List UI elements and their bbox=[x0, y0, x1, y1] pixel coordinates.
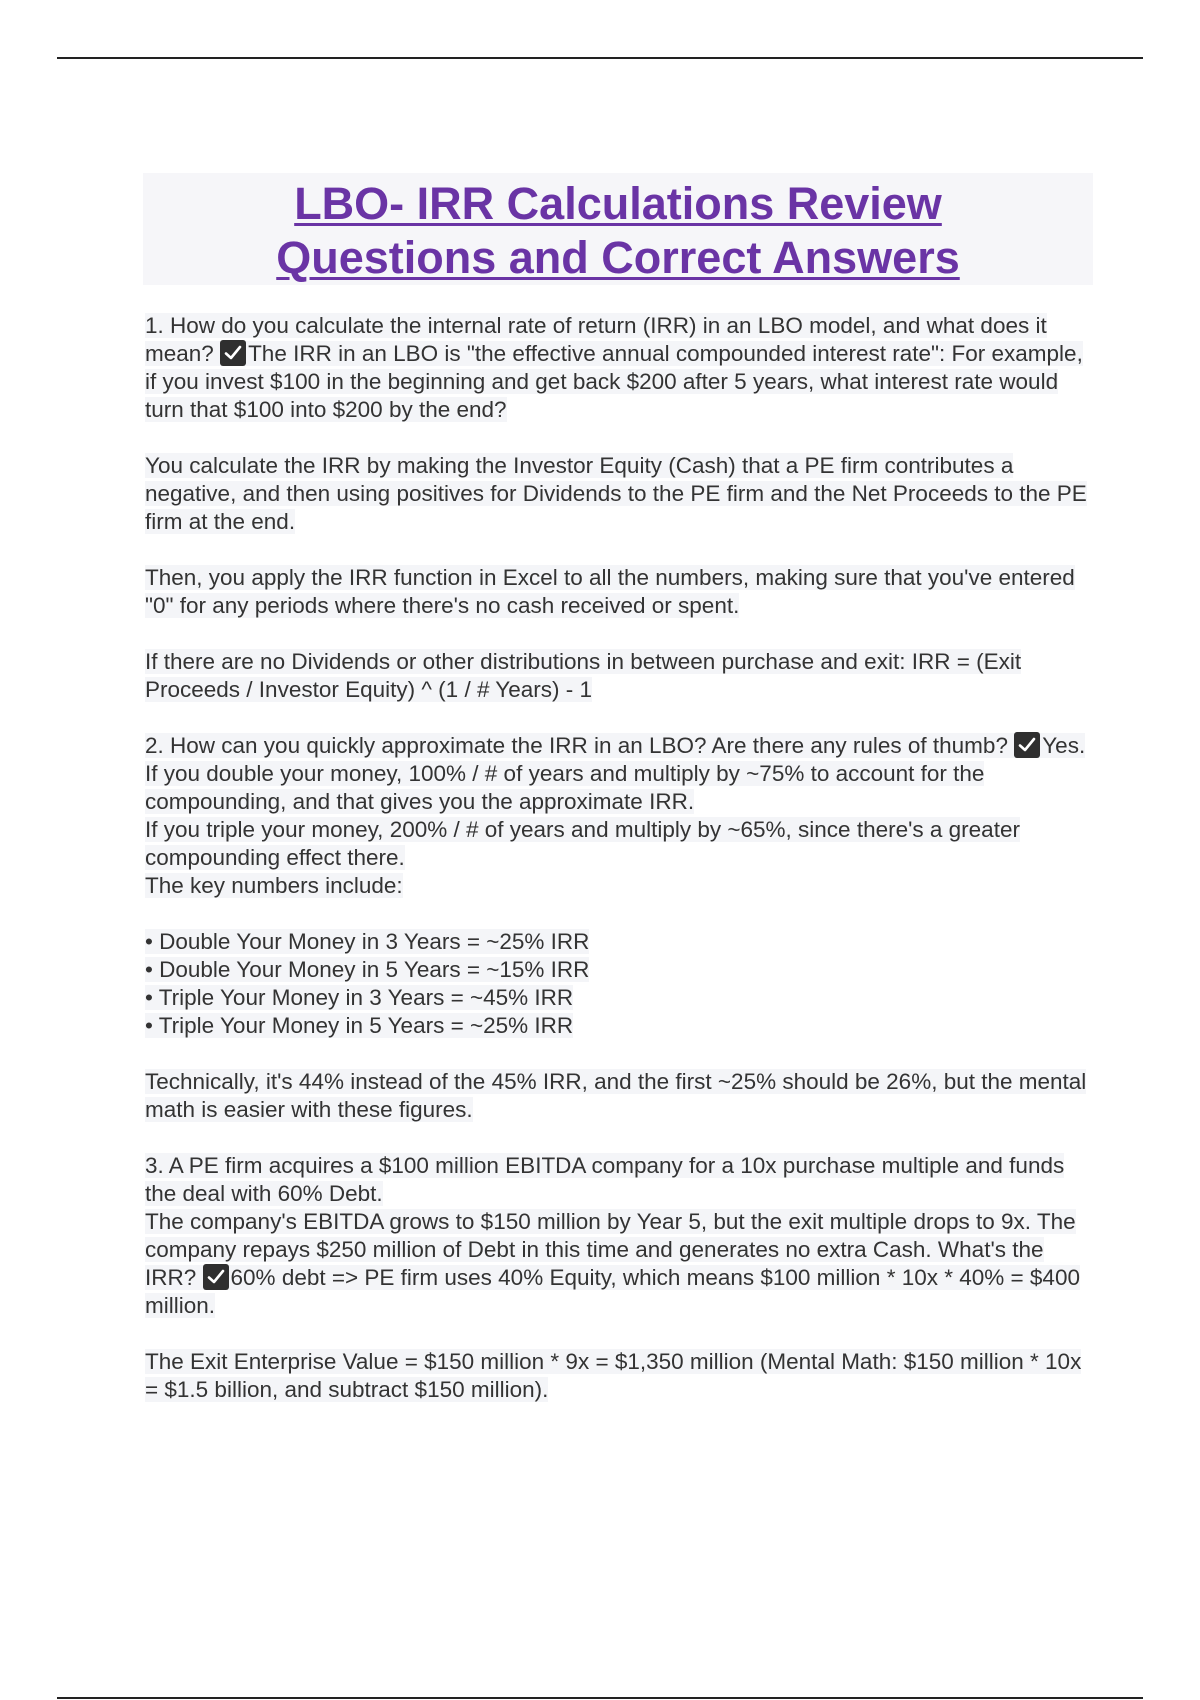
q3-paragraph-2 bbox=[145, 1208, 1090, 1320]
q3-question-line-1: 3. A PE firm acquires a $100 million EBITDA company for a 10x purchase multiple and funds the deal with 60% Debt. bbox=[145, 1153, 1065, 1206]
q3-para2: The Exit Enterprise Value = $150 million * 9x = $1,350 million (Mental Math: $150 million * 10x = $1.5 billion, and subtract $150 million). bbox=[145, 1349, 1082, 1402]
q1-para3: Then, you apply the IRR function in Excel to all the numbers, making sure that you've entered "0" for any periods where there's no cash received or spent. bbox=[145, 565, 1075, 618]
checkmark-icon bbox=[220, 340, 246, 366]
list-item: • Triple Your Money in 5 Years = ~25% IRR bbox=[145, 1013, 574, 1038]
q1-paragraph-3 bbox=[145, 564, 1090, 620]
list-item: • Double Your Money in 5 Years = ~15% IRR bbox=[145, 957, 590, 982]
q2-note: Technically, it's 44% instead of the 45% IRR, and the first ~25% should be 26%, but the mental math is easier with these figures. bbox=[145, 1069, 1087, 1122]
title-block bbox=[143, 173, 1093, 285]
q2-question: 2. How can you quickly approximate the IRR in an LBO? Are there any rules of thumb? bbox=[145, 733, 1008, 758]
list-item: • Triple Your Money in 3 Years = ~45% IRR bbox=[145, 985, 574, 1010]
q1-question: 1. How do you calculate the internal rate of return (IRR) in an LBO model, and what does it mean? bbox=[145, 313, 1047, 366]
q3-paragraph bbox=[145, 1152, 1090, 1208]
q2-answer-line-1: Yes. If you double your money, 100% / # of years and multiply by ~75% to account for the compounding, and that gives you the approximate IRR. bbox=[145, 733, 1086, 814]
q2-answer-paragraph-3 bbox=[145, 872, 1090, 900]
q2-paragraph bbox=[145, 732, 1090, 816]
q1-paragraph-4 bbox=[145, 648, 1090, 704]
q3-paragraph-3 bbox=[145, 1348, 1090, 1404]
top-rule bbox=[57, 57, 1143, 59]
title-line-2: Questions and Correct Answers bbox=[276, 232, 960, 283]
q2-answer-paragraph-2 bbox=[145, 816, 1090, 872]
document-body bbox=[145, 312, 1090, 1432]
q1-paragraph bbox=[145, 312, 1090, 424]
q3-answer: 60% debt => PE firm uses 40% Equity, which means $100 million * 10x * 40% = $400 million. bbox=[145, 1265, 1080, 1318]
q2-note-paragraph bbox=[145, 1068, 1090, 1124]
q2-bullet-list bbox=[145, 928, 1090, 1040]
q1-para2: You calculate the IRR by making the Investor Equity (Cash) that a PE firm contributes a negative, and then using positives for Dividends to the PE firm and the Net Proceeds to the PE firm at the end. bbox=[145, 453, 1087, 534]
checkmark-icon bbox=[203, 1264, 229, 1290]
q2-answer-line-3: The key numbers include: bbox=[145, 873, 403, 898]
q1-answer: The IRR in an LBO is "the effective annual compounded interest rate": For example, if you invest $100 in the beginning and get back $200 after 5 years, what interest rate would turn that $100 into $200 by the end? bbox=[145, 341, 1083, 422]
bottom-rule bbox=[57, 1697, 1143, 1699]
checkmark-icon bbox=[1014, 732, 1040, 758]
list-item: • Double Your Money in 3 Years = ~25% IRR bbox=[145, 929, 590, 954]
q1-para4: If there are no Dividends or other distributions in between purchase and exit: IRR = (Exit Proceeds / Investor Equity) ^ (1 / # Years) - 1 bbox=[145, 649, 1022, 702]
title-line-1: LBO- IRR Calculations Review bbox=[294, 178, 942, 229]
q3-question-line-2: The company's EBITDA grows to $150 million by Year 5, but the exit multiple drops to 9x. The company repays $250 million of Debt in this time and generates no extra Cash. What's the IRR? bbox=[145, 1209, 1076, 1290]
document-title bbox=[143, 173, 1093, 285]
q1-paragraph-2 bbox=[145, 452, 1090, 536]
q2-answer-line-2: If you triple your money, 200% / # of years and multiply by ~65%, since there's a greater compounding effect there. bbox=[145, 817, 1020, 870]
